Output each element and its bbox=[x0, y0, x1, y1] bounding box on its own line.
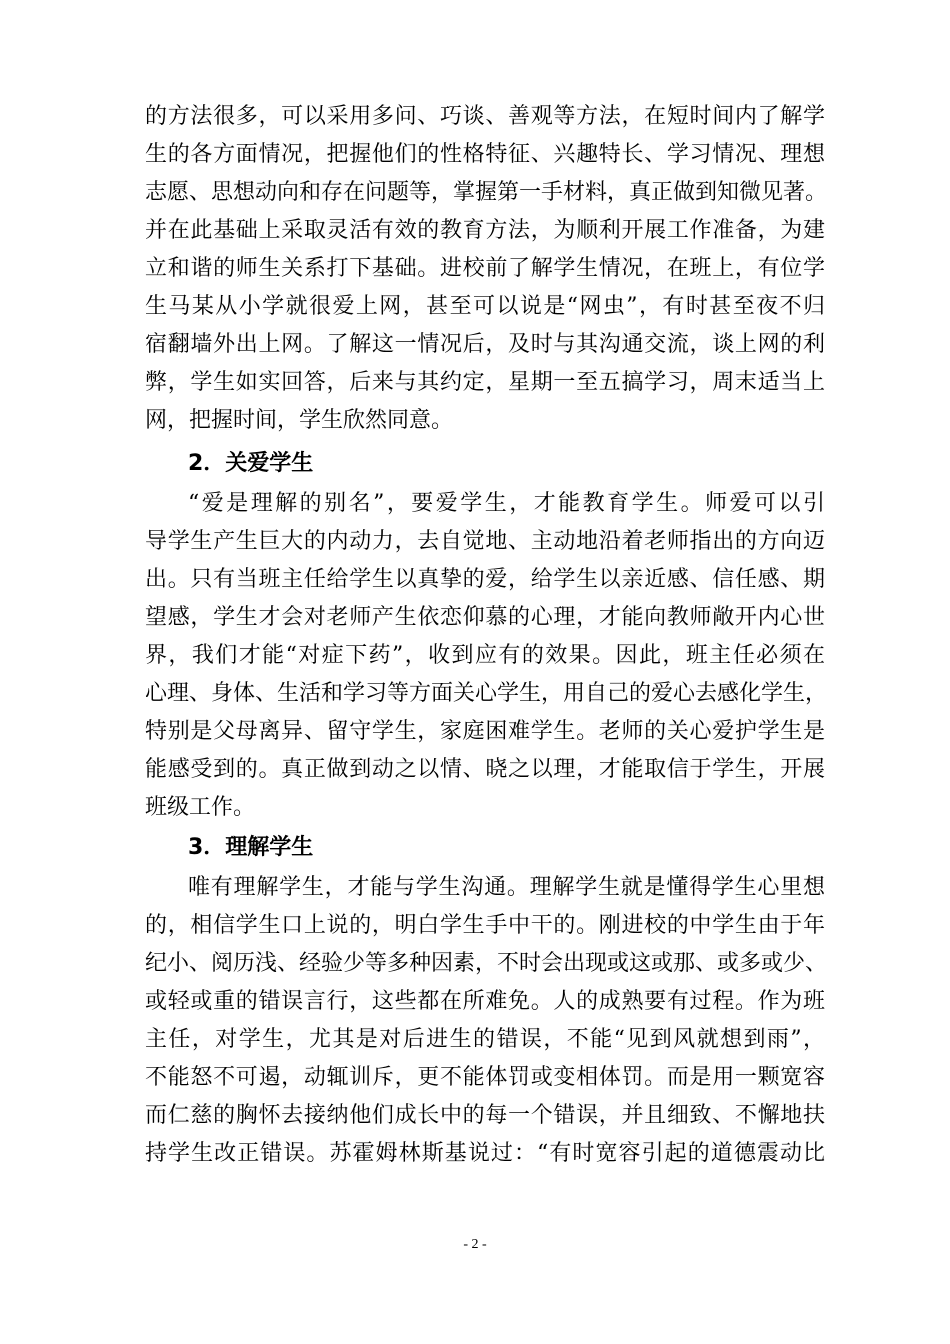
body-line: 主任，对学生，尤其是对后进生的错误，不能“见到风就想到雨”， bbox=[145, 1027, 825, 1052]
body-line: 纪小、阅历浅、经验少等多种因素，不时会出现或这或那、或多或少、 bbox=[145, 951, 828, 976]
section-heading: 2．关爱学生 bbox=[188, 451, 314, 476]
body-line: 宿翻墙外出上网。了解这一情况后，及时与其沟通交流，谈上网的利 bbox=[145, 332, 825, 357]
body-line: 持学生改正错误。苏霍姆林斯基说过：“有时宽容引起的道德震动比 bbox=[145, 1141, 825, 1166]
body-line: 唯有理解学生，才能与学生沟通。理解学生就是懂得学生心里想 bbox=[188, 875, 825, 900]
body-line: 界，我们才能“对症下药”，收到应有的效果。因此，班主任必须在 bbox=[145, 643, 825, 668]
body-line: 生的各方面情况，把握他们的性格特征、兴趣特长、学习情况、理想 bbox=[145, 142, 825, 167]
body-line: 导学生产生巨大的内动力，去自觉地、主动地沿着老师指出的方向迈 bbox=[145, 529, 825, 554]
body-line: 志愿、思想动向和存在问题等，掌握第一手材料，真正做到知微见著。 bbox=[145, 180, 828, 205]
body-line: 并在此基础上采取灵活有效的教育方法，为顺利开展工作准备，为建 bbox=[145, 218, 825, 243]
body-line: 能感受到的。真正做到动之以情、晓之以理，才能取信于学生，开展 bbox=[145, 757, 825, 782]
body-line: 而仁慈的胸怀去接纳他们成长中的每一个错误，并且细致、不懈地扶 bbox=[145, 1103, 825, 1128]
body-line: 出。只有当班主任给学生以真挚的爱，给学生以亲近感、信任感、期 bbox=[145, 567, 825, 592]
body-line: 生马某从小学就很爱上网，甚至可以说是“网虫”，有时甚至夜不归 bbox=[145, 294, 825, 319]
body-line: 弊，学生如实回答，后来与其约定，星期一至五搞学习，周末适当上 bbox=[145, 370, 825, 395]
page-number: - 2 - bbox=[463, 1237, 487, 1252]
body-line: 班级工作。 bbox=[145, 795, 256, 820]
body-line: 望感，学生才会对老师产生依恋仰慕的心理，才能向教师敞开内心世 bbox=[145, 605, 825, 630]
body-line: 的，相信学生口上说的，明白学生手中干的。刚进校的中学生由于年 bbox=[145, 913, 825, 938]
body-line: “爱是理解的别名”，要爱学生，才能教育学生。师爱可以引 bbox=[188, 491, 825, 516]
body-line: 网，把握时间，学生欣然同意。 bbox=[145, 408, 454, 433]
body-line: 特别是父母离异、留守学生，家庭困难学生。老师的关心爱护学生是 bbox=[145, 719, 825, 744]
body-line: 不能怒不可遏，动辄训斥，更不能体罚或变相体罚。而是用一颗宽容 bbox=[145, 1065, 825, 1090]
section-heading: 3．理解学生 bbox=[188, 835, 314, 860]
body-line: 的方法很多，可以采用多问、巧谈、善观等方法，在短时间内了解学 bbox=[145, 104, 825, 129]
body-line: 或轻或重的错误言行，这些都在所难免。人的成熟要有过程。作为班 bbox=[145, 989, 825, 1014]
body-line: 心理、身体、生活和学习等方面关心学生，用自己的爱心去感化学生， bbox=[145, 681, 828, 706]
body-line: 立和谐的师生关系打下基础。进校前了解学生情况，在班上，有位学 bbox=[145, 256, 825, 281]
